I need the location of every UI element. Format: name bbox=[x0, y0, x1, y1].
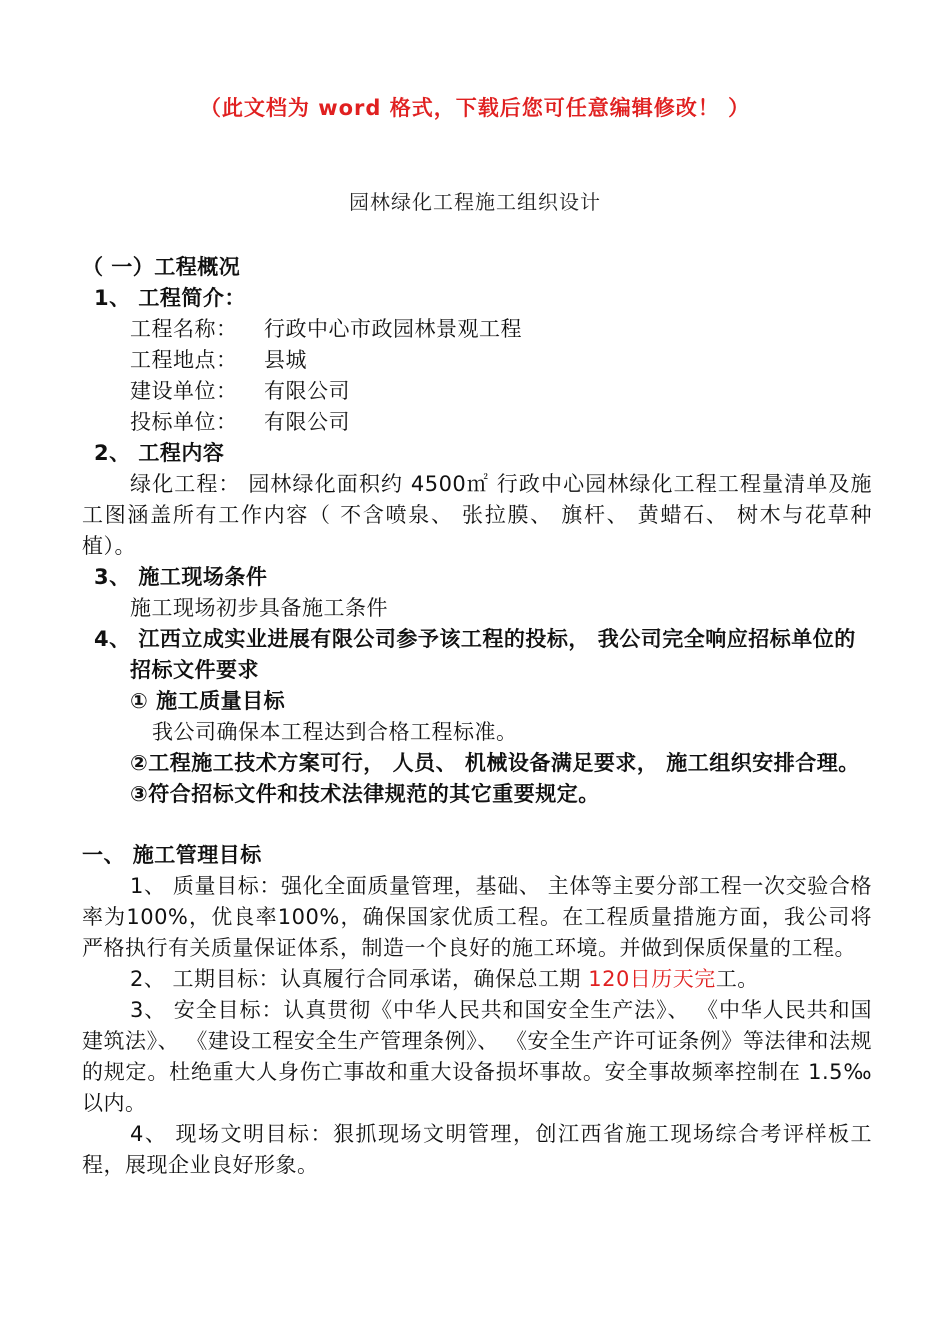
field-project-name bbox=[82, 314, 872, 345]
field-construction-unit bbox=[82, 376, 872, 407]
field-value: 行政中心市政园林景观工程 bbox=[264, 317, 522, 341]
field-label: 工程名称： bbox=[130, 317, 238, 341]
paragraph-civilized-site-goal: 4、 现场文明目标：狠抓现场文明管理，创江西省施工现场综合考评样板工程，展现企业良好形象。 bbox=[82, 1122, 872, 1177]
paragraph-site-conditions: 施工现场初步具备施工条件 bbox=[130, 596, 388, 620]
paragraph-quality-goal: 1、 质量目标：强化全面质量管理，基础、 主体等主要分部工程一次交验合格率为100%，优良率100%，确保国家优质工程。在工程质量措施方面，我公司将严格执行有关质量保证体系，制造一个良好的施工环境。并做到保质保量的工程。 bbox=[82, 874, 872, 960]
section-heading-overview: （ 一）工程概况 bbox=[82, 255, 241, 279]
schedule-goal-text: 2、 工期目标：认真履行合同承诺，确保总工期 bbox=[130, 967, 589, 991]
document-body bbox=[82, 252, 872, 1181]
document-title: 园林绿化工程施工组织设计 bbox=[349, 190, 601, 214]
item-site-conditions: 3、 施工现场条件 bbox=[94, 565, 268, 589]
schedule-goal-end: 工。 bbox=[715, 967, 759, 991]
paragraph-schedule-goal bbox=[82, 964, 872, 995]
item-bid-response: 4、 江西立成实业进展有限公司参予该工程的投标， 我公司完全响应招标单位的招标文件要求 bbox=[94, 627, 856, 682]
edit-notice: （此文档为 word 格式，下载后您可任意编辑修改！ ） bbox=[199, 96, 751, 120]
goal-compliance: ③符合招标文件和技术法律规范的其它重要规定。 bbox=[130, 782, 600, 806]
schedule-days-highlight: 120日历天完 bbox=[588, 967, 716, 991]
field-value: 有限公司 bbox=[264, 410, 350, 434]
item-project-content: 2、 工程内容 bbox=[94, 441, 225, 465]
field-bidding-unit bbox=[82, 407, 872, 438]
field-project-location bbox=[82, 345, 872, 376]
paragraph-project-content: 绿化工程： 园林绿化面积约 4500㎡ 行政中心园林绿化工程工程量清单及施工图涵盖所有工作内容（ 不含喷泉、 张拉膜、 旗杆、 黄蜡石、 树木与花草种植）。 bbox=[82, 472, 872, 558]
item-project-intro: 1、 工程简介： bbox=[94, 286, 246, 310]
section-heading-management-goals: 一、 施工管理目标 bbox=[82, 843, 262, 867]
goal-technical-plan: ②工程施工技术方案可行， 人员、 机械设备满足要求， 施工组织安排合理。 bbox=[130, 751, 860, 775]
goal-quality-text: 我公司确保本工程达到合格工程标准。 bbox=[152, 720, 518, 744]
field-label: 投标单位： bbox=[130, 410, 238, 434]
field-value: 有限公司 bbox=[264, 379, 350, 403]
field-label: 工程地点： bbox=[130, 348, 238, 372]
paragraph-safety-goal: 3、 安全目标：认真贯彻《中华人民共和国安全生产法》、 《中华人民共和国建筑法》、 《建设工程安全生产管理条例》、 《安全生产许可证条例》等法律和法规的规定。杜绝重大人身伤亡事故和重大设备损坏事故。安全事故频率控制在 1.5‰以内。 bbox=[82, 998, 872, 1115]
goal-quality-heading: ① 施工质量目标 bbox=[130, 689, 286, 713]
field-value: 县城 bbox=[264, 348, 307, 372]
field-label: 建设单位： bbox=[130, 379, 238, 403]
